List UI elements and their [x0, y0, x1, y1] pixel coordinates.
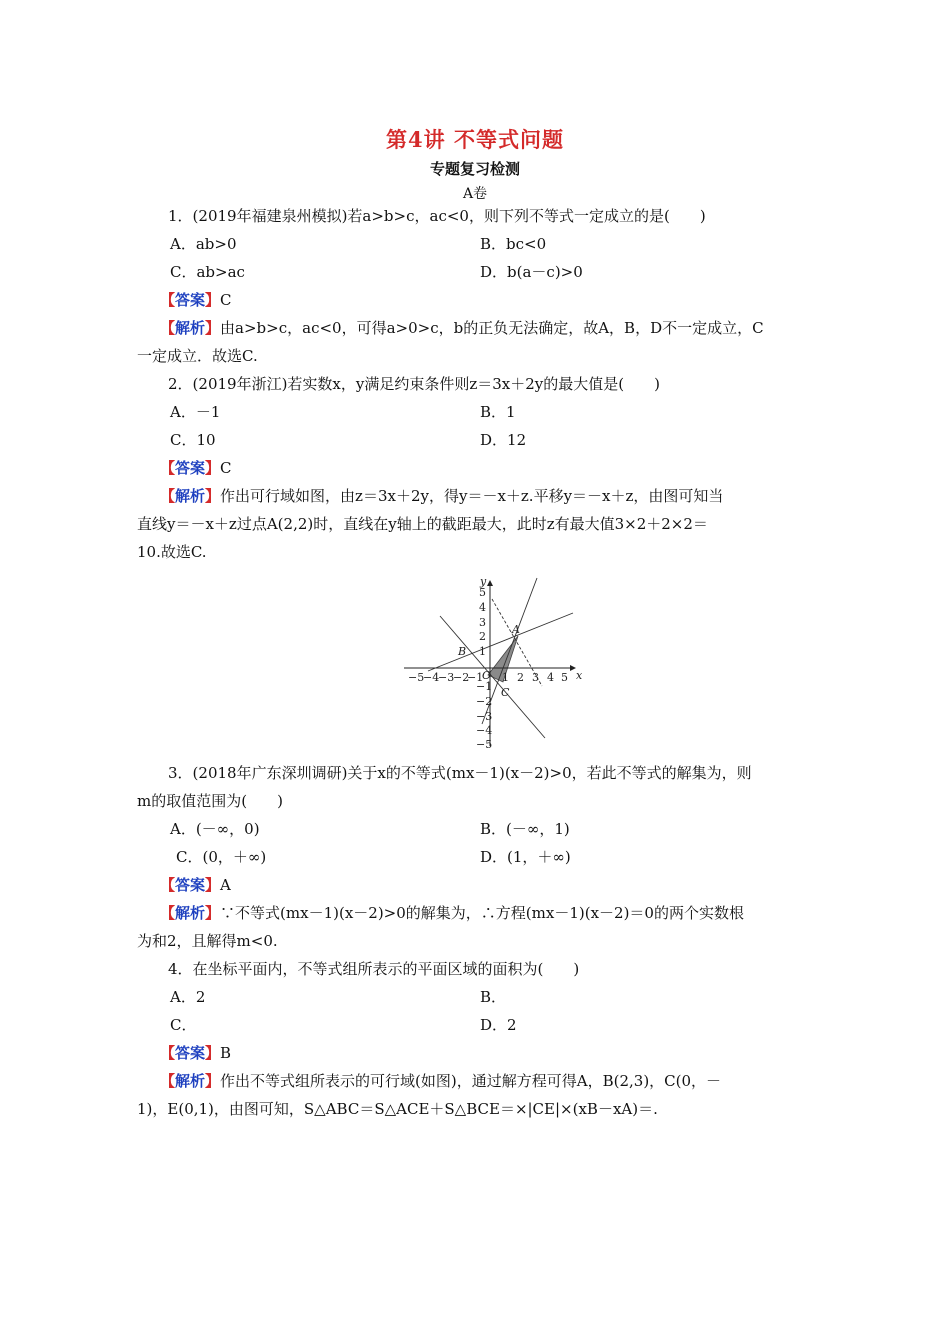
page-subtitle: 专题复习检测 — [429, 160, 520, 178]
q4-answer: 【答案】B — [160, 1044, 232, 1062]
q1-stem: 1．(2019年福建泉州模拟)若a>b>c，ac<0，则下列不等式一定成立的是( ) — [168, 207, 706, 225]
q3-option-c: C．(0，＋∞) — [176, 848, 267, 866]
page-title: 第4讲 不等式问题 — [386, 127, 564, 152]
q4-stem: 4．在坐标平面内，不等式组所表示的平面区域的面积为( ) — [168, 960, 580, 978]
q2-option-a: A．－1 — [170, 403, 221, 421]
y-tick-label: −3 — [476, 710, 493, 723]
answer-tag: 【答案】 — [160, 291, 221, 309]
q3-option-b: B．(－∞，1) — [480, 820, 570, 838]
q3-analysis-cont: 为和2，且解得m<0. — [137, 932, 278, 950]
analysis-tag: 【解析】 — [160, 319, 221, 337]
y-axis-arrow — [487, 580, 493, 586]
q3-analysis: 【解析】∵不等式(mx－1)(x－2)>0的解集为，∴方程(mx－1)(x－2)＝0的两个实数根 — [160, 904, 744, 922]
answer-tag: 【答案】 — [160, 876, 221, 894]
y-tick-label: −1 — [476, 680, 493, 693]
q1-option-d: D．b(a－c)>0 — [480, 263, 583, 281]
q4-option-b: B． — [480, 988, 507, 1006]
q1-answer: 【答案】C — [160, 291, 232, 309]
origin-label: O — [482, 669, 492, 682]
q4-option-c: C． — [170, 1016, 197, 1034]
answer-tag: 【答案】 — [160, 1044, 221, 1062]
x-tick-label: −3 — [438, 671, 455, 684]
y-axis-label: y — [480, 576, 487, 588]
q1-option-b: B．bc<0 — [480, 235, 547, 253]
x-tick-label: −2 — [453, 671, 470, 684]
point-b-label: B — [458, 645, 467, 658]
q3-option-a: A．(－∞，0) — [170, 820, 260, 838]
q3-option-d: D．(1，＋∞) — [480, 848, 571, 866]
q2-analysis-end: 10.故选C. — [137, 543, 207, 561]
q2-answer: 【答案】C — [160, 459, 232, 477]
q4-analysis-cont: 1)，E(0,1)，由图可知，S△ABC＝S△ACE＋S△BCE＝×|CE|×(xB－xA)＝. — [137, 1100, 658, 1118]
q2-analysis-cont: 直线y＝－x＋z过点A(2,2)时，直线在y轴上的截距最大，此时z有最大值3×2＋2×2＝ — [137, 515, 708, 533]
x-tick-label: −4 — [423, 671, 440, 684]
q3-answer: 【答案】A — [160, 876, 231, 894]
x-tick-label: 1 — [502, 671, 509, 684]
q1-option-a: A．ab>0 — [170, 235, 237, 253]
y-tick-label: 4 — [479, 601, 486, 614]
q4-option-d: D．2 — [480, 1016, 517, 1034]
y-tick-label: −4 — [476, 724, 493, 737]
q3-stem: 3．(2018年广东深圳调研)关于x的不等式(mx－1)(x－2)>0，若此不等式的解集为，则 — [168, 764, 752, 782]
answer-tag: 【答案】 — [160, 459, 221, 477]
q2-option-d: D．12 — [480, 431, 527, 449]
x-tick-label: 3 — [532, 671, 539, 684]
x-tick-label: 5 — [561, 671, 568, 684]
y-tick-label: −2 — [476, 695, 493, 708]
q4-option-a: A．2 — [170, 988, 206, 1006]
q2-stem: 2．(2019年浙江)若实数x，y满足约束条件则z＝3x＋2y的最大值是( ) — [168, 375, 660, 393]
y-tick-label: 1 — [479, 645, 486, 658]
analysis-tag: 【解析】 — [160, 1072, 221, 1090]
q1-analysis-cont: 一定成立．故选C. — [137, 347, 258, 365]
y-tick-label: −5 — [476, 738, 493, 751]
x-tick-label: −5 — [408, 671, 425, 684]
q4-analysis: 【解析】作出不等式组所表示的可行域(如图)，通过解方程可得A，B(2,3)，C(0，－ — [160, 1072, 722, 1090]
q1-option-c: C．ab>ac — [170, 263, 245, 281]
section-label: A卷 — [462, 186, 488, 202]
q2-analysis: 【解析】作出可行域如图，由z＝3x＋2y，得y＝－x＋z.平移y＝－x＋z，由图可知当 — [160, 487, 724, 505]
x-tick-label: 2 — [517, 671, 524, 684]
y-tick-label: 3 — [479, 616, 486, 629]
x-tick-label: −1 — [467, 671, 484, 684]
q1-analysis: 【解析】由a>b>c，ac<0，可得a>0>c，b的正负无法确定，故A，B，D不一定成立，C — [160, 319, 764, 337]
q2-option-b: B．1 — [480, 403, 516, 421]
point-a-label: A — [512, 623, 520, 636]
point-c-label: C — [501, 686, 510, 699]
x-tick-label: 4 — [547, 671, 554, 684]
x-axis-label: x — [576, 669, 583, 682]
feasible-region-figure — [400, 576, 585, 754]
y-tick-label: 5 — [479, 586, 486, 599]
q3-stem-cont: m的取值范围为( ) — [137, 792, 283, 810]
analysis-tag: 【解析】 — [160, 904, 221, 922]
q2-option-c: C．10 — [170, 431, 216, 449]
y-tick-label: 2 — [479, 630, 486, 643]
analysis-tag: 【解析】 — [160, 487, 221, 505]
